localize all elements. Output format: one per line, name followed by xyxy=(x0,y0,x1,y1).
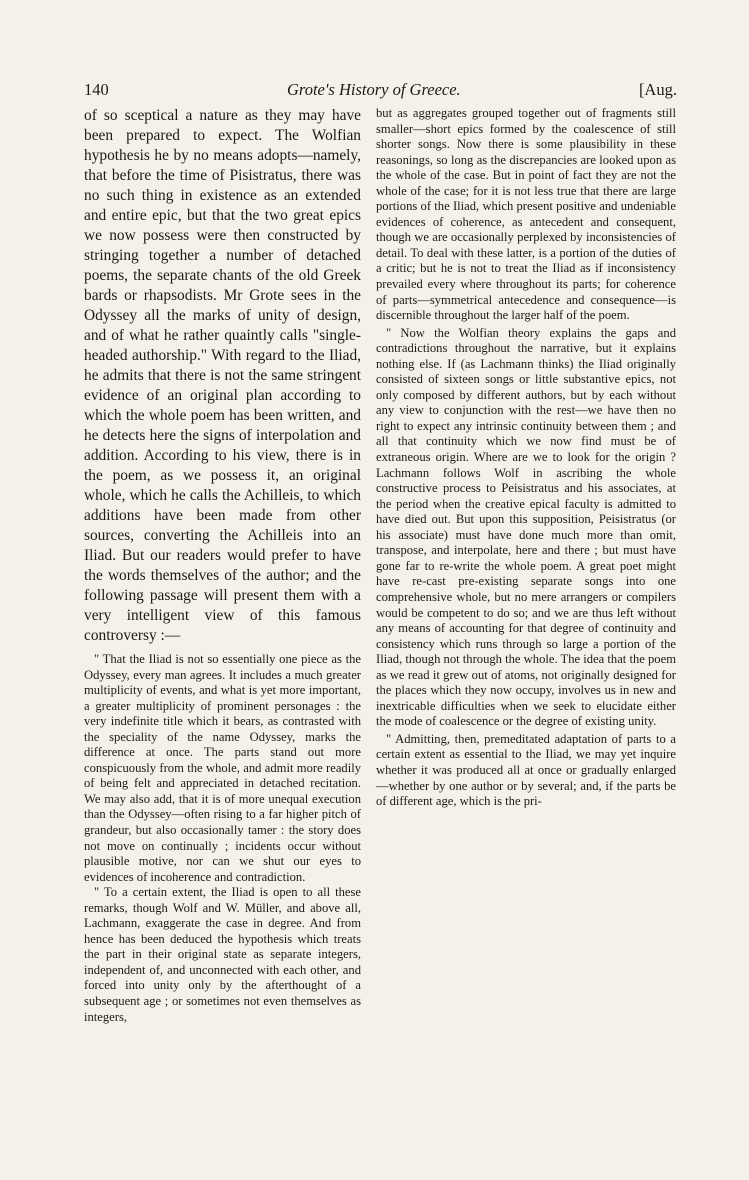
intro-paragraph: of so sceptical a nature as they may have been prepared to expect. The Wolfian hypothesis he by no means adopts—namely, that before the time of Pisistratus, there was no such thing in existence as an extended and entire epic, but that the two great epics we now possess were then constructed by stringing together a number of detached poems, the separate chants of the old Greek bards or rhapsodists. Mr Grote sees in the Odyssey all the marks of unity of design, and of what he rather quaintly calls "single-headed authorship." With regard to the Iliad, he admits that there is not the same stringent evidence of an original plan according to which the whole poem has been written, and he detects here the signs of interpolation and addition. According to his view, there is in the poem, as we possess it, an original whole, which he calls the Achilleis, to which additions have been made from other sources, converting the Achilleis into an Iliad. But our readers would prefer to have the words themselves of the author; and the following passage will present them with a very intelligent view of this famous controversy :— xyxy=(84,107,361,644)
page-number: 140 xyxy=(84,80,109,99)
body-paragraph: " Now the Wolfian theory explains the gaps and contradictions throughout the narrative, but it explains nothing else. If (as Lachmann thinks) the Iliad originally consisted of sixteen songs or little substantive epics, not only composed by different authors, but by each without any view to conjunction with the rest—we have then no right to expect any intrinsic continuity between them ; and all that continuity which we now find must be of extraneous origin. Where are we to look for the origin ? Lachmann follows Wolf in ascribing the whole constructive process to Peisistratus and his associates, at the period when the creative epical faculty is admitted to have died out. But upon this supposition, Peisistratus (or his associate) must have done much more than omit, transpose, and interpolate, here and there ; but must have gone far to re-write the whole poem. A great poet might have re-cast pre-existing separate songs into one comprehensive whole, but no mere arrangers or compilers would be competent to do so; and we are thus left without any means of accounting for that degree of continuity and consistency which runs through so large a portion of the Iliad, though not through the whole. The idea that the poem as we read it grew out of atoms, not originally designed for the places which they now occupy, involves us in new and inextricable difficulties when we seek to elucidate either the mode of coalescence or the degree of existing unity. xyxy=(376,325,676,729)
left-column xyxy=(84,106,361,1025)
running-header xyxy=(84,80,677,104)
body-paragraph: " Admitting, then, premeditated adaptation of parts to a certain extent as essential to the Iliad, we may yet inquire whether it was produced all at once or gradually enlarged—whether by one author or by several; and, if the parts be of different age, which is the pri- xyxy=(376,731,676,809)
running-title: Grote's History of Greece. xyxy=(287,80,461,99)
section-mark: [Aug. xyxy=(638,80,677,99)
right-column xyxy=(376,106,676,810)
quote-paragraph: " To a certain extent, the Iliad is open to all these remarks, though Wolf and W. Müller, and above all, Lachmann, exaggerate the case in degree. And from hence has been deduced the hypothesis which treats the part in their original state as separate integers, independent of, and unconnected with each other, and forced into unity only by the afterthought of a subsequent age ; or sometimes not even themselves as integers, xyxy=(84,885,361,1024)
body-paragraph: but as aggregates grouped together out of fragments still smaller—short epics formed by the coalescence of still shorter songs. Now there is some plausibility in these reasonings, so long as the discrepancies are looked upon as the whole of the case. But in point of fact they are not the whole of the case; for it is not less true that there are large portions of the Iliad, which present positive and undeniable evidences of coherence, as antecedent and consequent, though we are occasionally perplexed by inconsistencies of detail. To deal with these latter, is a portion of the duties of a critic; but he is not to treat the Iliad as if inconsistency prevailed every where throughout its parts; for coherence of parts—symmetrical antecedence and consequence—is discernible throughout the larger half of the poem. xyxy=(376,106,676,323)
quote-paragraph: " That the Iliad is not so essentially one piece as the Odyssey, every man agrees. It includes a much greater multiplicity of events, and what is yet more important, a greater multiplicity of prominent personages : the very indefinite title which it bears, as contrasted with the speciality of the name Odyssey, marks the difference at once. The parts stand out more conspicuously from the whole, and admit more readily of being felt and appreciated in detached recitation. We may also add, that it is of more unequal execution than the Odyssey—often rising to a far higher pitch of grandeur, but also occasionally tamer : the story does not move on continually ; incidents occur without plausible motive, nor can we shut our eyes to evidences of incoherence and contradiction. xyxy=(84,652,361,884)
